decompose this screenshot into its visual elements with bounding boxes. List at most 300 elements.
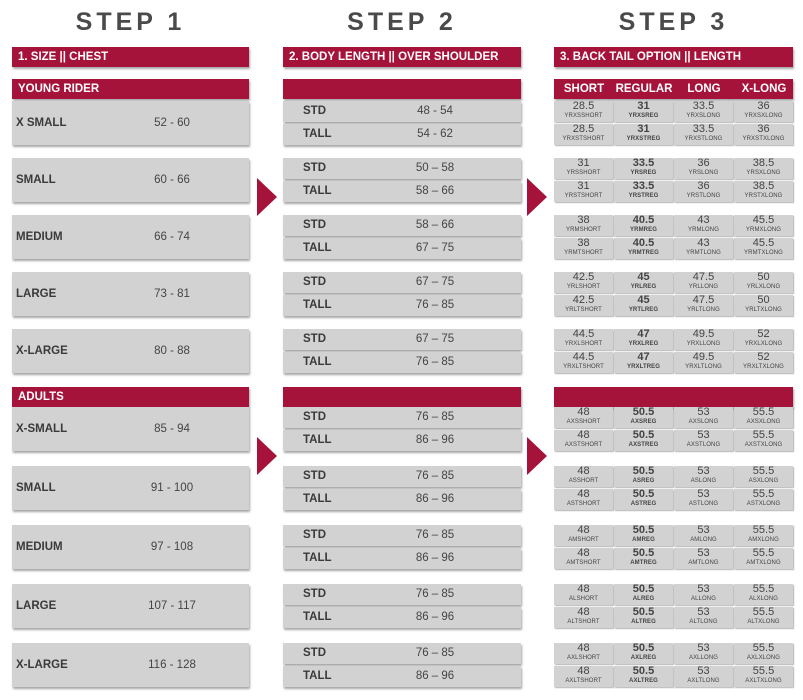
- std-length: 76 – 85: [415, 529, 455, 541]
- tail-code: YRSTSHORT: [564, 193, 603, 199]
- chest-range: 116 - 128: [148, 659, 196, 671]
- tail-code: YRMREG: [630, 227, 657, 233]
- tail-length: 50.5: [632, 547, 655, 559]
- adults-section-header: ADULTS: [12, 387, 249, 407]
- std-label: STD: [303, 647, 326, 659]
- tail-length: 55.5: [752, 606, 775, 618]
- tail-length: 47.5: [692, 294, 715, 306]
- tail-code: YRSTXLONG: [744, 193, 783, 199]
- tail-cell: [614, 329, 673, 350]
- tail-cell: [554, 329, 613, 350]
- tail-code: AMLONG: [690, 537, 717, 543]
- tail-cell: [734, 181, 793, 202]
- tail-length: 36: [757, 123, 770, 135]
- tail-length: 53: [697, 642, 710, 654]
- tail-code: YRXSSHORT: [564, 113, 603, 119]
- chest-range: 60 - 66: [154, 174, 190, 186]
- tail-cell: [554, 352, 613, 373]
- tail-length: 40.5: [632, 214, 655, 226]
- tail-cell: [734, 430, 793, 451]
- tail-cell: [674, 666, 733, 687]
- tail-cell: [554, 525, 613, 546]
- tail-length: 53: [697, 547, 710, 559]
- adults-body-header: [283, 387, 521, 407]
- tail-length: 53: [697, 465, 710, 477]
- tail-cell: [554, 101, 613, 122]
- tail-code: YRMTREG: [628, 250, 659, 256]
- tail-cell: [554, 181, 613, 202]
- size-row: [12, 584, 249, 628]
- body-row-tall: [283, 238, 521, 259]
- tail-cell: [674, 158, 733, 179]
- tail-code: YRLTLONG: [687, 307, 720, 313]
- tail-cell: [614, 466, 673, 487]
- tail-cell: [614, 181, 673, 202]
- tail-length: 31: [577, 180, 590, 192]
- tail-code: YRXSTSHORT: [562, 136, 605, 142]
- tail-cell: [554, 158, 613, 179]
- tail-cell: [674, 329, 733, 350]
- std-length: 58 – 66: [415, 219, 455, 231]
- tail-length: 50.5: [632, 406, 655, 418]
- tail-length: 47.5: [692, 271, 715, 283]
- tail-length: 50.5: [632, 524, 655, 536]
- tail-length: 31: [637, 100, 650, 112]
- std-label: STD: [303, 162, 326, 174]
- size-name: X SMALL: [16, 117, 67, 129]
- tail-cell: [554, 124, 613, 145]
- tail-cell: [734, 238, 793, 259]
- step-2-title: STEP 2: [347, 8, 457, 36]
- tail-length: 47: [637, 351, 650, 363]
- tail-cell: [734, 124, 793, 145]
- tail-code: YRXLTREG: [626, 364, 661, 370]
- tail-code: ASXLONG: [748, 478, 779, 484]
- tall-label: TALL: [303, 434, 332, 446]
- tail-length: 47: [637, 328, 650, 340]
- size-name: SMALL: [16, 174, 56, 186]
- tail-cell: [674, 525, 733, 546]
- tail-length: 40.5: [632, 237, 655, 249]
- size-row: [12, 329, 249, 373]
- tail-cell: [674, 238, 733, 259]
- adults-tail-header: [554, 387, 793, 407]
- tail-code: YRLXLONG: [746, 284, 781, 290]
- size-chest-header: 1. SIZE || CHEST: [12, 47, 249, 67]
- tail-length: 45.5: [752, 214, 775, 226]
- size-row: [12, 158, 249, 202]
- tail-length: 36: [697, 157, 710, 169]
- tall-label: TALL: [303, 552, 332, 564]
- body-row-tall: [283, 548, 521, 569]
- tail-length: 50: [757, 271, 770, 283]
- chest-range: 80 - 88: [154, 345, 190, 357]
- tail-cell: [554, 407, 613, 428]
- tail-cell: [734, 407, 793, 428]
- body-length-header: 2. BODY LENGTH || OVER SHOULDER: [283, 47, 521, 67]
- tail-length: 28.5: [572, 100, 595, 112]
- body-row-std: [283, 584, 521, 605]
- std-label: STD: [303, 276, 326, 288]
- tail-length: 42.5: [572, 294, 595, 306]
- tail-cell: [614, 584, 673, 605]
- tail-cell: [554, 295, 613, 316]
- size-row: [12, 101, 249, 145]
- tail-code: ALTSHORT: [567, 619, 600, 625]
- tail-length: 36: [697, 180, 710, 192]
- tail-length: 55.5: [752, 488, 775, 500]
- tail-length: 53: [697, 488, 710, 500]
- tail-cell: [674, 584, 733, 605]
- body-row-std: [283, 407, 521, 428]
- tail-cell: [674, 101, 733, 122]
- tail-code: AXSTREG: [628, 442, 659, 448]
- chest-range: 66 - 74: [154, 231, 190, 243]
- tail-length: 53: [697, 665, 710, 677]
- tail-cell: [734, 272, 793, 293]
- tail-cell: [614, 158, 673, 179]
- tail-cell: [554, 584, 613, 605]
- tall-label: TALL: [303, 128, 332, 140]
- step-1-title: STEP 1: [75, 8, 186, 36]
- tail-cell: [734, 525, 793, 546]
- tail-length: 48: [577, 488, 590, 500]
- tail-cell: [734, 158, 793, 179]
- tail-code: AMXLONG: [748, 537, 779, 543]
- tail-cell: [734, 329, 793, 350]
- tail-cell: [554, 430, 613, 451]
- std-length: 67 – 75: [415, 333, 455, 345]
- tail-cell: [554, 466, 613, 487]
- tail-code: YRXSTREG: [626, 136, 661, 142]
- tail-length: 45: [637, 294, 650, 306]
- column-short: SHORT: [563, 83, 605, 95]
- tail-code: AXSLONG: [688, 419, 719, 425]
- tail-length: 33.5: [632, 180, 655, 192]
- tail-cell: [734, 584, 793, 605]
- body-row-tall: [283, 489, 521, 510]
- tail-code: ALTLONG: [689, 619, 718, 625]
- tail-cell: [614, 272, 673, 293]
- tail-code: ASSHORT: [568, 478, 599, 484]
- arrow-right-icon: [527, 178, 547, 216]
- std-length: 76 – 85: [415, 411, 455, 423]
- tail-length: 53: [697, 606, 710, 618]
- tail-code: AXSTSHORT: [564, 442, 603, 448]
- tail-length: 55.5: [752, 524, 775, 536]
- tail-cell: [614, 548, 673, 569]
- tail-length: 38.5: [752, 180, 775, 192]
- tail-length: 52: [757, 351, 770, 363]
- tail-length: 33.5: [692, 100, 715, 112]
- tail-length: 50.5: [632, 429, 655, 441]
- std-label: STD: [303, 333, 326, 345]
- tail-cell: [614, 295, 673, 316]
- tail-code: YRMSHORT: [565, 227, 602, 233]
- tail-cell: [554, 489, 613, 510]
- tail-code: AXLREG: [630, 655, 657, 661]
- tail-code: AMREG: [632, 537, 655, 543]
- tail-length: 48: [577, 665, 590, 677]
- size-name: SMALL: [16, 482, 56, 494]
- tail-code: AXLXLONG: [746, 655, 781, 661]
- chest-range: 107 - 117: [148, 600, 196, 612]
- tail-code: ALTREG: [631, 619, 656, 625]
- tail-cell: [554, 272, 613, 293]
- tail-code: YRXSTXLONG: [742, 136, 785, 142]
- tail-cell: [734, 101, 793, 122]
- tail-cell: [674, 295, 733, 316]
- tail-code: AXSTLONG: [686, 442, 721, 448]
- tail-cell: [734, 548, 793, 569]
- column-long: LONG: [687, 83, 721, 95]
- tail-code: ASTREG: [630, 501, 657, 507]
- tail-code: YRMXLONG: [745, 227, 782, 233]
- size-name: MEDIUM: [16, 541, 63, 553]
- step-3-title: STEP 3: [618, 8, 729, 36]
- tail-code: ALSHORT: [569, 596, 598, 602]
- std-label: STD: [303, 105, 326, 117]
- tail-code: YRLSHORT: [566, 284, 601, 290]
- tail-code: AXLSHORT: [566, 655, 601, 661]
- tail-length: 44.5: [572, 351, 595, 363]
- tall-label: TALL: [303, 670, 332, 682]
- tail-code: ALREG: [632, 596, 655, 602]
- tail-length: 53: [697, 429, 710, 441]
- tail-length: 49.5: [692, 351, 715, 363]
- tail-cell: [674, 548, 733, 569]
- tail-cell: [674, 430, 733, 451]
- std-length: 48 - 54: [417, 105, 453, 117]
- tall-length: 86 – 96: [415, 493, 455, 505]
- tail-code: ASLONG: [690, 478, 717, 484]
- tall-length: 86 – 96: [415, 670, 455, 682]
- tail-code: YRSLONG: [688, 170, 719, 176]
- chest-range: 91 - 100: [150, 482, 194, 494]
- std-length: 76 – 85: [415, 647, 455, 659]
- tail-code: YRXSTLONG: [684, 136, 723, 142]
- tail-cell: [614, 124, 673, 145]
- tail-code: AXSTXLONG: [744, 442, 783, 448]
- tall-label: TALL: [303, 493, 332, 505]
- tail-code: YRXLLONG: [686, 341, 721, 347]
- tail-code: YRXSLONG: [686, 113, 721, 119]
- tail-code: ASTLONG: [688, 501, 719, 507]
- arrow-right-icon: [257, 178, 277, 216]
- tail-length: 50.5: [632, 583, 655, 595]
- young-rider-body-header: [283, 79, 521, 99]
- tail-code: AMTREG: [630, 560, 657, 566]
- tail-code: YRXLREG: [628, 341, 659, 347]
- std-length: 76 – 85: [415, 588, 455, 600]
- std-length: 50 – 58: [415, 162, 455, 174]
- tail-cell: [554, 548, 613, 569]
- std-label: STD: [303, 470, 326, 482]
- tail-cell: [674, 352, 733, 373]
- body-row-tall: [283, 352, 521, 373]
- tall-label: TALL: [303, 242, 332, 254]
- tail-code: YRMTSHORT: [564, 250, 603, 256]
- tall-length: 86 – 96: [415, 552, 455, 564]
- tail-cell: [734, 666, 793, 687]
- tail-length: 53: [697, 583, 710, 595]
- tail-cell: [614, 430, 673, 451]
- body-row-std: [283, 329, 521, 350]
- body-row-std: [283, 215, 521, 236]
- tail-length: 31: [577, 157, 590, 169]
- tail-length: 53: [697, 406, 710, 418]
- tail-cell: [674, 407, 733, 428]
- tail-length: 55.5: [752, 465, 775, 477]
- tail-length: 48: [577, 406, 590, 418]
- tail-code: YRLTXLONG: [745, 307, 782, 313]
- tail-cell: [734, 352, 793, 373]
- tail-length: 42.5: [572, 271, 595, 283]
- tail-code: AXSXLONG: [746, 419, 781, 425]
- tall-length: 67 – 75: [415, 242, 455, 254]
- tail-code: AXLTREG: [629, 678, 658, 684]
- body-row-std: [283, 158, 521, 179]
- tail-code: AXLTLONG: [687, 678, 720, 684]
- tail-length: 53: [697, 524, 710, 536]
- tail-cell: [614, 352, 673, 373]
- tail-length: 31: [637, 123, 650, 135]
- chest-range: 52 - 60: [154, 117, 190, 129]
- tail-code: AMSHORT: [568, 537, 599, 543]
- tail-length: 48: [577, 429, 590, 441]
- tail-code: AXSREG: [630, 419, 657, 425]
- size-name: X-LARGE: [16, 659, 68, 671]
- tail-code: YRMLONG: [687, 227, 720, 233]
- tail-code: AMTSHORT: [566, 560, 601, 566]
- tail-length: 50.5: [632, 665, 655, 677]
- body-row-std: [283, 272, 521, 293]
- std-label: STD: [303, 529, 326, 541]
- tail-code: AXLLONG: [688, 655, 719, 661]
- tail-code: YRMTLONG: [686, 250, 721, 256]
- tail-code: YRXLXLONG: [744, 341, 783, 347]
- tail-code: YRXLSHORT: [564, 341, 603, 347]
- tail-code: YRTLREG: [628, 307, 659, 313]
- tail-code: YRSREG: [630, 170, 657, 176]
- tall-label: TALL: [303, 185, 332, 197]
- tall-label: TALL: [303, 356, 332, 368]
- tall-length: 58 – 66: [415, 185, 455, 197]
- tail-code: ASREG: [632, 478, 655, 484]
- tail-code: ALTXLONG: [747, 619, 780, 625]
- tail-code: YRXLTXLONG: [743, 364, 784, 370]
- tail-length: 49.5: [692, 328, 715, 340]
- size-name: LARGE: [16, 288, 57, 300]
- tail-cell: [614, 238, 673, 259]
- tail-length: 48: [577, 606, 590, 618]
- tail-code: AXLTSHORT: [565, 678, 602, 684]
- tail-cell: [734, 215, 793, 236]
- tail-code: YRSTREG: [628, 193, 659, 199]
- tail-code: YRSXLONG: [746, 170, 781, 176]
- tall-length: 76 – 85: [415, 356, 455, 368]
- tail-length: 52: [757, 328, 770, 340]
- tail-length: 50.5: [632, 488, 655, 500]
- tail-length: 36: [757, 100, 770, 112]
- tail-code: YRXLTSHORT: [563, 364, 604, 370]
- body-row-tall: [283, 607, 521, 628]
- body-row-tall: [283, 295, 521, 316]
- std-label: STD: [303, 588, 326, 600]
- tail-code: YRXSREG: [628, 113, 659, 119]
- tall-length: 86 – 96: [415, 611, 455, 623]
- arrow-right-icon: [257, 437, 277, 475]
- tail-cell: [674, 643, 733, 664]
- tail-cell: [614, 643, 673, 664]
- chest-range: 73 - 81: [154, 288, 190, 300]
- tail-cell: [554, 607, 613, 628]
- tail-cell: [614, 489, 673, 510]
- tail-length: 44.5: [572, 328, 595, 340]
- tall-length: 86 – 96: [415, 434, 455, 446]
- std-label: STD: [303, 219, 326, 231]
- tail-cell: [554, 643, 613, 664]
- tail-length: 43: [697, 237, 710, 249]
- tail-cell: [614, 407, 673, 428]
- arrow-right-icon: [527, 437, 547, 475]
- tail-cell: [734, 489, 793, 510]
- back-tail-header: 3. BACK TAIL OPTION || LENGTH: [554, 47, 793, 67]
- tail-cell: [734, 466, 793, 487]
- tail-length: 50: [757, 294, 770, 306]
- size-row: [12, 272, 249, 316]
- std-length: 67 – 75: [415, 276, 455, 288]
- tail-cell: [674, 607, 733, 628]
- tail-length: 50.5: [632, 642, 655, 654]
- tail-code: ASTSHORT: [566, 501, 601, 507]
- body-row-std: [283, 643, 521, 664]
- tail-length: 38: [577, 214, 590, 226]
- tail-length: 45.5: [752, 237, 775, 249]
- tail-code: ALLONG: [691, 596, 716, 602]
- tall-label: TALL: [303, 299, 332, 311]
- tail-length: 48: [577, 465, 590, 477]
- tail-code: YRXSXLONG: [744, 113, 783, 119]
- tail-cell: [674, 124, 733, 145]
- size-row: [12, 466, 249, 510]
- tail-length: 55.5: [752, 665, 775, 677]
- std-length: 76 – 85: [415, 470, 455, 482]
- size-row: [12, 407, 249, 451]
- tall-label: TALL: [303, 611, 332, 623]
- tail-cell: [614, 101, 673, 122]
- tail-length: 48: [577, 524, 590, 536]
- std-label: STD: [303, 411, 326, 423]
- tail-cell: [554, 666, 613, 687]
- tail-code: YRSSHORT: [566, 170, 601, 176]
- tail-length: 48: [577, 583, 590, 595]
- tail-cell: [674, 215, 733, 236]
- tail-code: YRLREG: [630, 284, 657, 290]
- tail-cell: [674, 466, 733, 487]
- tail-length: 43: [697, 214, 710, 226]
- size-name: MEDIUM: [16, 231, 63, 243]
- tail-length: 48: [577, 547, 590, 559]
- body-row-std: [283, 466, 521, 487]
- size-name: LARGE: [16, 600, 57, 612]
- tail-code: YRLTSHORT: [565, 307, 602, 313]
- tail-cell: [674, 489, 733, 510]
- tail-code: AXLTXLONG: [745, 678, 782, 684]
- body-row-std: [283, 525, 521, 546]
- tail-code: YRSTLONG: [686, 193, 721, 199]
- chest-range: 85 - 94: [154, 423, 190, 435]
